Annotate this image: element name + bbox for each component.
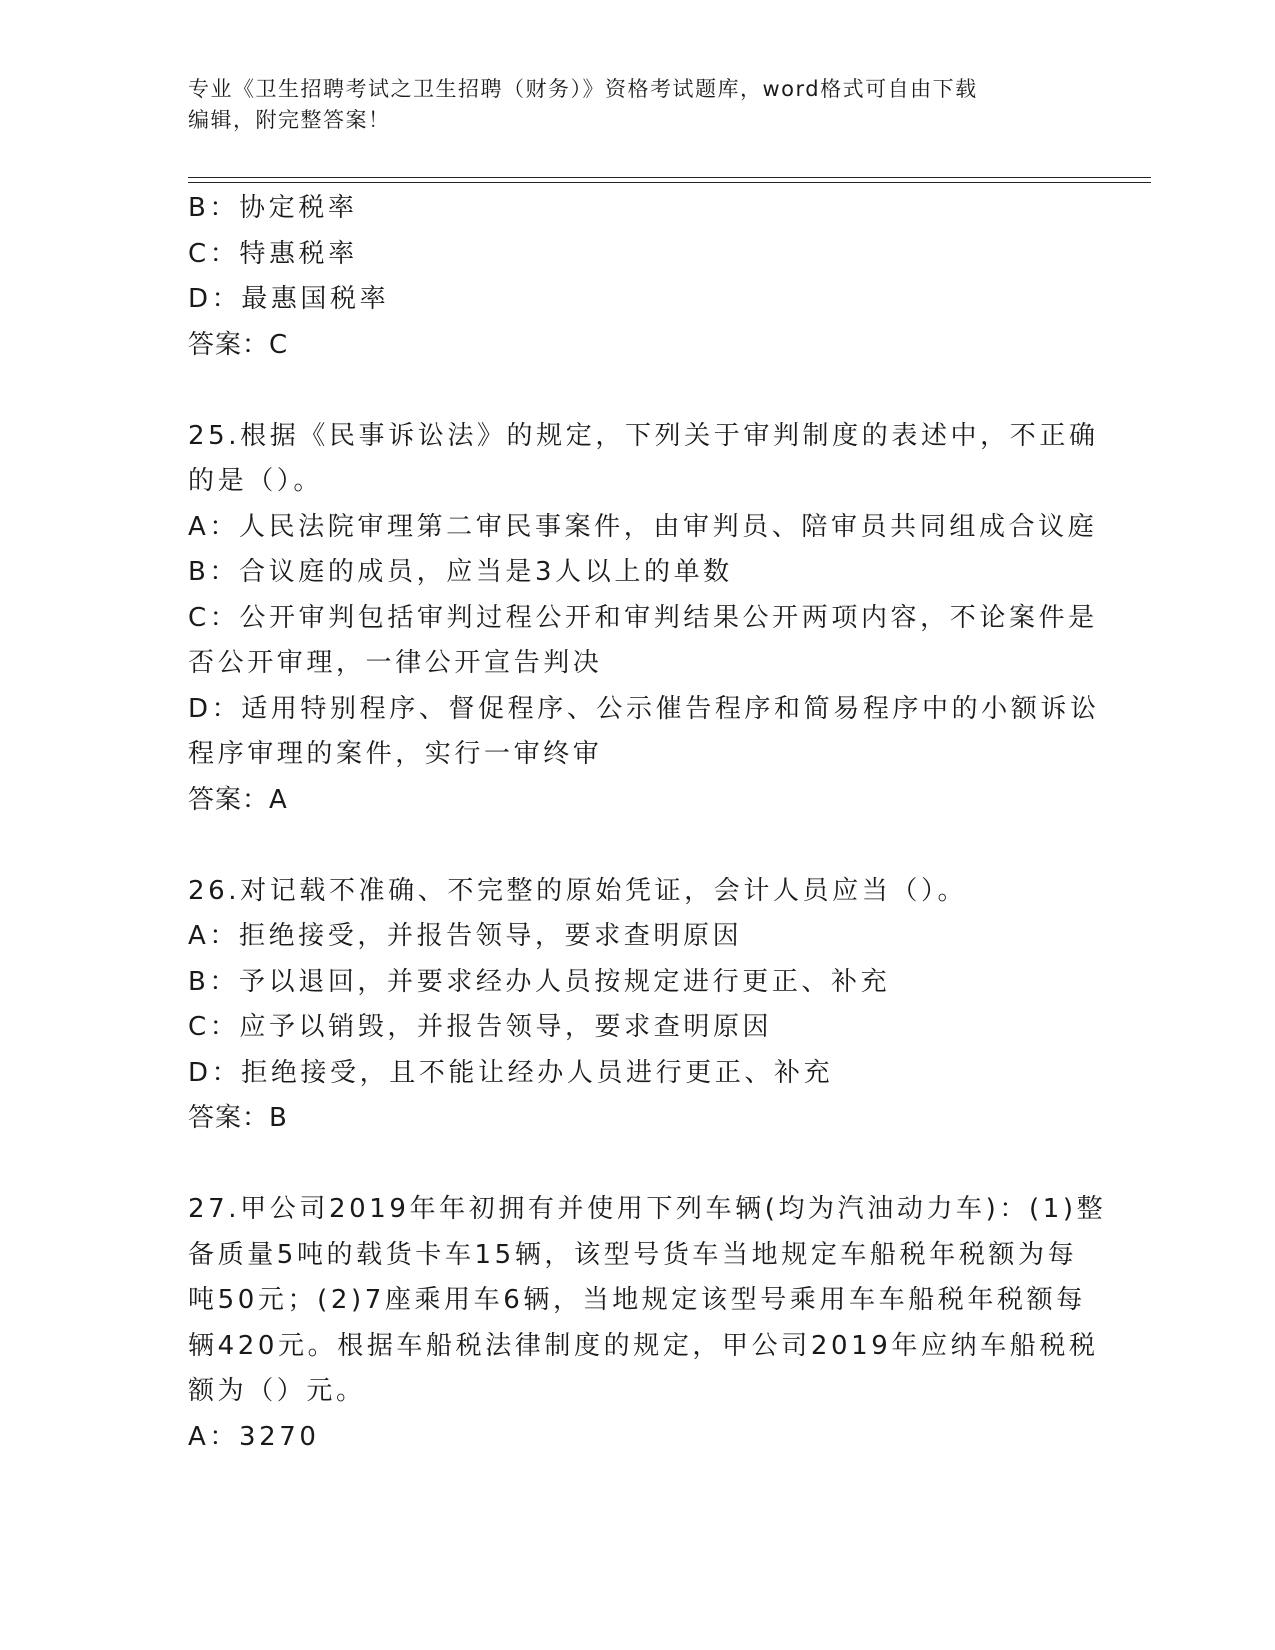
question-stem: 27.甲公司2019年年初拥有并使用下列车辆(均为汽油动力车)：(1)整	[188, 1194, 1107, 1224]
question-25	[188, 414, 1100, 824]
question-26	[188, 869, 1088, 1142]
question-stem: 辆420元。根据车船税法律制度的规定，甲公司2019年应纳车船税税	[188, 1330, 1099, 1361]
option-d-cont: 程序审理的案件，实行一审终审	[188, 739, 603, 769]
question-27	[188, 1187, 1107, 1460]
question-24-tail	[188, 186, 1088, 368]
question-stem: 备质量5吨的载货卡车15辆，该型号货车当地规定车船税年税额为每	[188, 1239, 1078, 1270]
answer-line: 答案：C	[188, 329, 289, 360]
option-c: C：应予以销毁，并报告领导，要求查明原因	[188, 1012, 773, 1042]
option-b: B：合议庭的成员，应当是3人以上的单数	[188, 557, 733, 587]
question-stem: 的是（）。	[188, 466, 324, 496]
question-stem: 吨50元；(2)7座乘用车6辆，当地规定该型号乘用车车船税年税额每	[188, 1285, 1086, 1315]
option-d: D：适用特别程序、督促程序、公示催告程序和简易程序中的小额诉讼	[188, 693, 1100, 724]
header-divider-thin	[188, 177, 1151, 178]
option-b: B：予以退回，并要求经办人员按规定进行更正、补充	[188, 966, 891, 997]
option-c: C：特惠税率	[188, 238, 358, 269]
option-b: B：协定税率	[188, 193, 358, 223]
spacer	[188, 368, 1088, 414]
question-stem: 25.根据《民事诉讼法》的规定，下列关于审判制度的表述中，不正确	[188, 420, 1099, 451]
option-a: A：人民法院审理第二审民事案件，由审判员、陪审员共同组成合议庭	[188, 511, 1098, 542]
spacer	[188, 1142, 1088, 1188]
question-content	[188, 186, 1107, 1460]
question-stem: 26.对记载不准确、不完整的原始凭证，会计人员应当（）。	[188, 875, 968, 906]
option-d: D：拒绝接受，且不能让经办人员进行更正、补充	[188, 1057, 834, 1088]
option-a: A：3270	[188, 1421, 320, 1452]
answer-line: 答案：B	[188, 1103, 288, 1133]
option-c-cont: 否公开审理，一律公开宣告判决	[188, 648, 603, 678]
header-divider-thick	[188, 182, 1151, 183]
document-header	[188, 74, 1078, 136]
header-line-2: 编辑，附完整答案！	[188, 108, 391, 132]
spacer	[188, 823, 1088, 869]
option-d: D：最惠国税率	[188, 284, 390, 314]
header-line-1: 专业《卫生招聘考试之卫生招聘（财务）》资格考试题库，word格式可自由下载	[188, 77, 978, 101]
option-c: C：公开审判包括审判过程公开和审判结果公开两项内容，不论案件是	[188, 602, 1098, 633]
answer-line: 答案：A	[188, 784, 288, 815]
option-a: A：拒绝接受，并报告领导，要求查明原因	[188, 921, 743, 951]
question-stem: 额为（）元。	[188, 1376, 366, 1406]
